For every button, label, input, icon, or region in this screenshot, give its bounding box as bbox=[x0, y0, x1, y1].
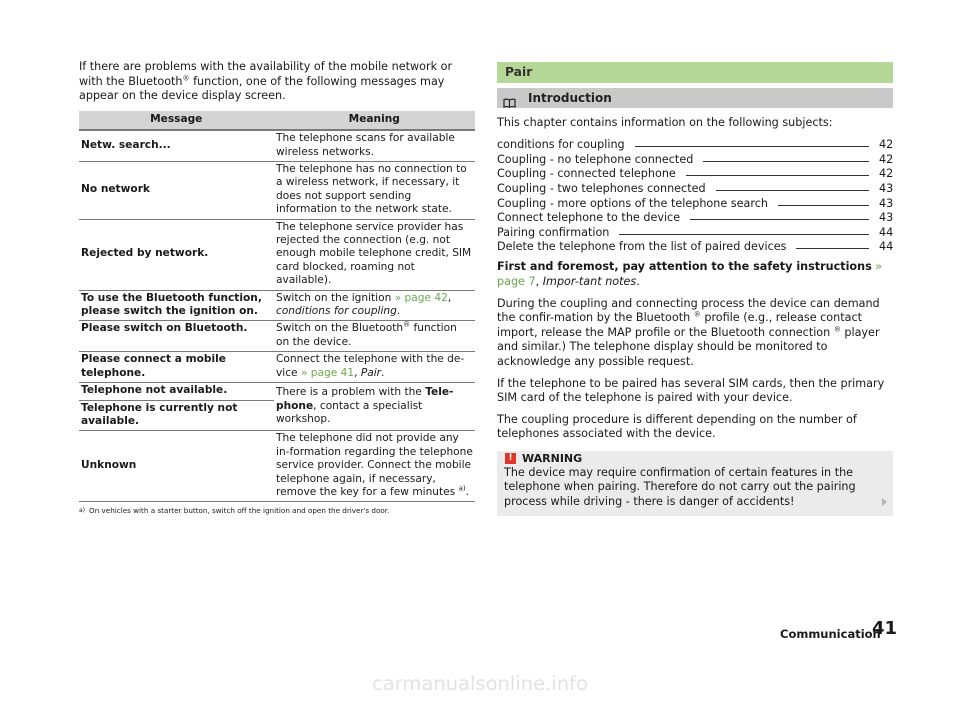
table-row bbox=[79, 162, 475, 220]
message-cell: Rejected by network. bbox=[79, 219, 274, 290]
table-row bbox=[79, 383, 475, 400]
meaning-cell: Connect the telephone with the de-vice » page 41, Pair. bbox=[274, 352, 476, 383]
message-table bbox=[79, 111, 475, 503]
message-cell: Telephone not available. bbox=[79, 383, 274, 400]
safety-note: First and foremost, pay attention to the safety instructions » page 7, Impor-tant notes. bbox=[497, 260, 883, 288]
paragraph-coupling: During the coupling and connecting process the device can demand the confir-mation by the Bluetooth ® profile (e.g., release contact import, release the MAP profile or the Bluetooth connection ® player and similar.) The telephone display should be monitored to acknowledge any possible request. bbox=[497, 296, 880, 368]
meaning-cell: The telephone scans for available wireless networks. bbox=[274, 130, 476, 161]
page-link[interactable]: » page 41 bbox=[300, 366, 355, 379]
meaning-cell: There is a problem with the Tele-phone, contact a specialist workshop. bbox=[274, 383, 476, 431]
footnote: $^{a)}$ On vehicles with a starter button, switch off the ignition and open the driver's door. bbox=[79, 506, 390, 516]
message-cell: Please switch on Bluetooth. bbox=[79, 321, 274, 352]
warning-box bbox=[497, 451, 893, 516]
toc-item[interactable]: Pairing confirmation 44 bbox=[497, 225, 894, 239]
message-cell: No network bbox=[79, 162, 274, 220]
paragraph-procedure: The coupling procedure is different depending on the number of telephones associated with the device. bbox=[497, 412, 857, 441]
footer-section: Communication bbox=[780, 627, 881, 641]
table-row bbox=[79, 219, 475, 290]
message-cell: Please connect a mobile telephone. bbox=[79, 352, 274, 383]
message-cell: To use the Bluetooth function, please switch the ignition on. bbox=[79, 290, 274, 321]
watermark: carmanualsonline.info bbox=[372, 672, 588, 695]
warning-text: The device may require confirmation of certain features in the telephone when pairing. Therefore do not carry out the pairing process while driving - there is danger of accidents! bbox=[504, 465, 856, 509]
toc-item[interactable]: Connect telephone to the device 43 bbox=[497, 211, 894, 225]
chapter-toc bbox=[497, 137, 893, 254]
message-cell: Netw. search... bbox=[79, 130, 274, 161]
page-link[interactable]: » page 7 bbox=[497, 260, 883, 288]
toc-item[interactable]: Coupling - two telephones connected 43 bbox=[497, 181, 894, 195]
subsection-title: Introduction bbox=[528, 91, 612, 105]
message-cell: Telephone is currently not available. bbox=[79, 400, 274, 431]
page-link[interactable]: » page 42 bbox=[394, 291, 448, 304]
meaning-cell: Switch on the Bluetooth® function on the device. bbox=[274, 321, 476, 352]
table-row bbox=[79, 290, 475, 321]
table-header bbox=[79, 111, 475, 130]
toc-item[interactable]: Coupling - more options of the telephone search 43 bbox=[497, 196, 894, 210]
table-row bbox=[79, 352, 475, 383]
table-row bbox=[79, 321, 475, 352]
message-cell: Unknown bbox=[79, 431, 274, 502]
warning-title: WARNING bbox=[522, 451, 583, 465]
section-title: Pair bbox=[497, 62, 893, 83]
paragraph-sim: If the telephone to be paired has several SIM cards, then the primary SIM card of the telephone is paired with your device. bbox=[497, 376, 885, 405]
book-icon bbox=[503, 94, 516, 103]
page-number: 41 bbox=[872, 618, 898, 639]
right-column bbox=[497, 62, 893, 516]
left-column bbox=[79, 60, 475, 516]
table-row bbox=[79, 130, 475, 161]
subsection-header bbox=[497, 88, 893, 108]
table-intro: If there are problems with the availability of the mobile network or with the Bluetooth® function, one of the following messages may appear on the device display screen. bbox=[79, 60, 453, 103]
toc-item[interactable]: conditions for coupling 42 bbox=[497, 138, 894, 152]
warning-header bbox=[497, 451, 893, 466]
toc-item[interactable]: Delete the telephone from the list of paired devices 44 bbox=[497, 240, 894, 254]
warning-icon: ! bbox=[505, 453, 516, 464]
continue-arrow-icon bbox=[882, 498, 887, 506]
meaning-cell: Switch on the ignition » page 42, conditions for coupling. bbox=[274, 290, 476, 321]
table-row bbox=[79, 431, 475, 502]
col-message-header: Message bbox=[79, 111, 274, 130]
chapter-intro: This chapter contains information on the following subjects: bbox=[497, 116, 833, 129]
toc-item[interactable]: Coupling - no telephone connected 42 bbox=[497, 152, 894, 166]
meaning-cell: The telephone service provider has rejected the connection (e.g. not enough mobile telephone credit, SIM card blocked, roaming not available). bbox=[274, 219, 476, 290]
toc-item[interactable]: Coupling - connected telephone 42 bbox=[497, 167, 894, 181]
col-meaning-header: Meaning bbox=[274, 111, 476, 130]
meaning-cell: The telephone has no connection to a wireless network, if necessary, it does not support sending information to the network state. bbox=[274, 162, 476, 220]
meaning-cell: The telephone did not provide any in-formation regarding the telephone service provider. Connect the mobile telephone again, if necessary, remove the key for a few minutes $^{a)}$. bbox=[274, 431, 476, 502]
